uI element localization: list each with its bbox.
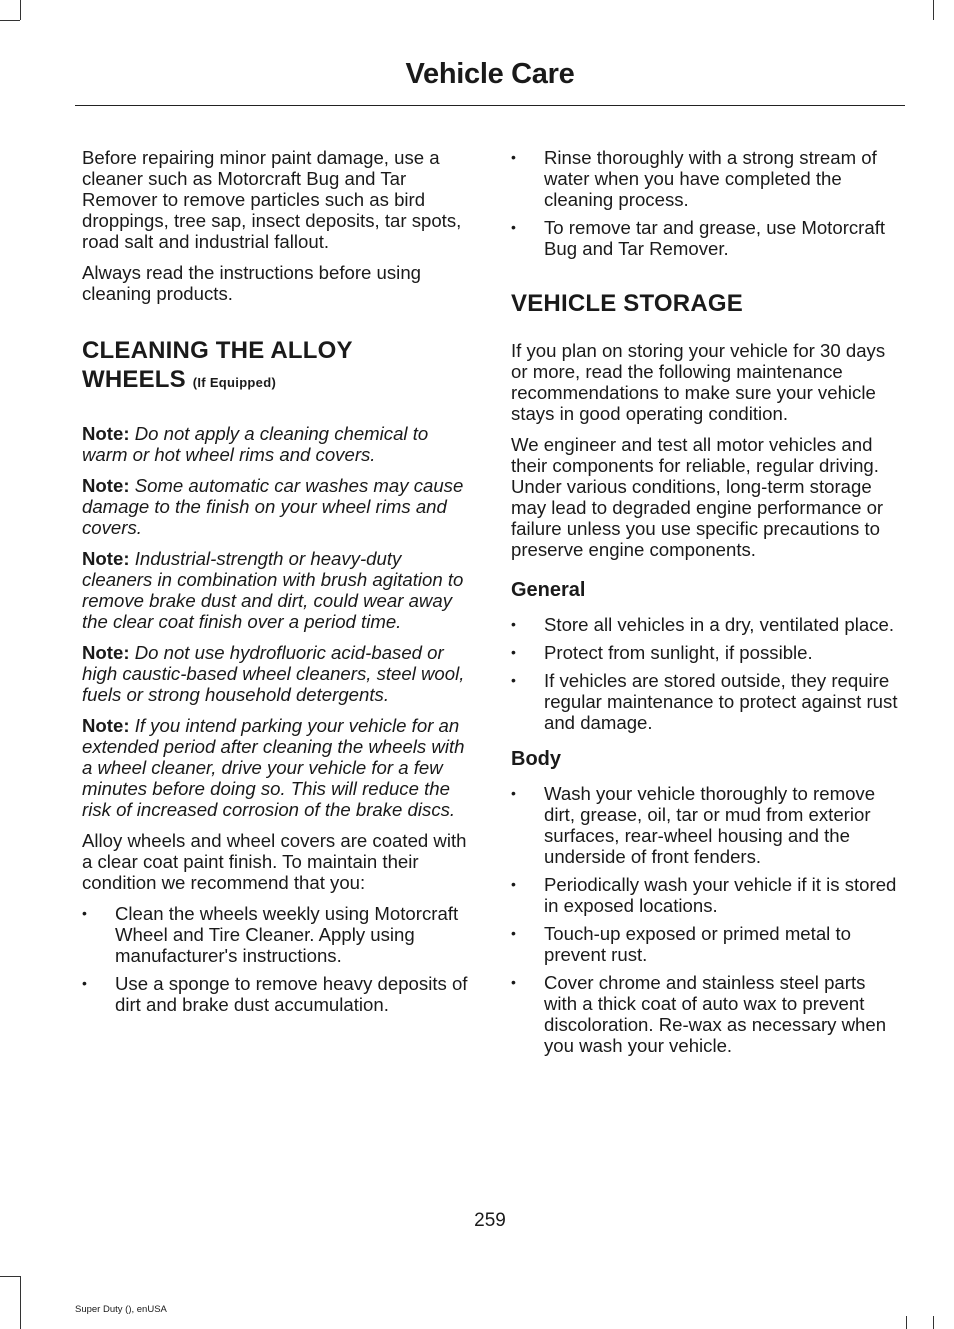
intro-paragraph: Always read the instructions before using cleaning products. <box>82 262 421 304</box>
bullet-icon: • <box>511 219 516 235</box>
footer-text: Super Duty (), enUSA <box>75 1304 167 1315</box>
bullet-icon: • <box>511 974 516 990</box>
body-paragraph: If you plan on storing your vehicle for 30 days or more, read the following maintenance recommendations to make sure your vehicle stays in good operating condition. <box>511 340 886 424</box>
body-paragraph: Alloy wheels and wheel covers are coated with a clear coat paint finish. To maintain their condition we recommend that you: <box>82 830 467 893</box>
bullet-icon: • <box>511 672 516 688</box>
bullet-icon: • <box>82 975 87 991</box>
page-title: Vehicle Care <box>405 58 575 90</box>
note-text: Industrial-strength or heavy-duty cleaners in combination with brush agitation to remove brake dust and dirt, could wear away the clear coat finish over a period time. <box>82 548 464 632</box>
list-item-text: Protect from sunlight, if possible. <box>544 642 813 663</box>
crop-mark <box>0 1276 20 1277</box>
list-item-text: Rinse thoroughly with a strong stream of water when you have completed the cleaning process. <box>544 147 877 210</box>
list-item <box>511 923 903 965</box>
list-item <box>82 903 472 966</box>
crop-mark <box>20 1276 21 1329</box>
section-heading-vehicle-storage: VEHICLE STORAGE <box>511 290 743 317</box>
bullet-list <box>511 783 903 1056</box>
bullet-icon: • <box>511 876 516 892</box>
subheading-general: General <box>511 579 586 601</box>
note <box>82 548 472 632</box>
crop-mark <box>933 0 934 20</box>
bullet-icon: • <box>511 616 516 632</box>
right-column <box>511 147 903 1063</box>
list-item-text: Wash your vehicle thoroughly to remove dirt, grease, oil, tar or mud from exterior surfaces, rear-wheel housing and the underside of front fenders. <box>544 783 876 867</box>
bullet-list <box>511 614 903 733</box>
subheading-body: Body <box>511 748 561 770</box>
note-label: Note: <box>82 475 130 496</box>
bullet-icon: • <box>82 905 87 921</box>
list-item-text: Store all vehicles in a dry, ventilated place. <box>544 614 895 635</box>
left-column <box>82 147 472 1022</box>
bullet-list <box>511 147 903 259</box>
note-label: Note: <box>82 642 130 663</box>
list-item <box>511 670 903 733</box>
list-item <box>511 614 903 635</box>
bullet-list <box>82 903 472 1015</box>
crop-mark <box>0 20 20 21</box>
list-item-text: Use a sponge to remove heavy deposits of dirt and brake dust accumulation. <box>115 973 468 1015</box>
note-label: Note: <box>82 423 130 444</box>
bullet-icon: • <box>511 149 516 165</box>
bullet-icon: • <box>511 785 516 801</box>
bullet-icon: • <box>511 925 516 941</box>
list-item <box>511 972 903 1056</box>
list-item-text: Cover chrome and stainless steel parts with a thick coat of auto wax to prevent discoloration. Re-wax as necessary when you wash your vehicle. <box>544 972 887 1056</box>
list-item <box>511 783 903 867</box>
note-text: If you intend parking your vehicle for an extended period after cleaning the wheels with a wheel cleaner, drive your vehicle for a few minutes before doing so. This will reduce the risk of increased corrosion of the brake discs. <box>82 715 465 820</box>
intro-paragraph: Before repairing minor paint damage, use a cleaner such as Motorcraft Bug and Tar Remover to remove particles such as bird droppings, tree sap, insect deposits, tar spots, road salt and industrial fallout. <box>82 147 462 252</box>
list-item-text: Touch-up exposed or primed metal to prevent rust. <box>544 923 851 965</box>
list-item <box>511 642 903 663</box>
note-label: Note: <box>82 715 130 736</box>
title-divider <box>75 105 905 106</box>
list-item <box>511 217 903 259</box>
list-item <box>82 973 472 1015</box>
list-item-text: Periodically wash your vehicle if it is stored in exposed locations. <box>544 874 897 916</box>
page-number: 259 <box>474 1210 506 1231</box>
note <box>82 475 472 538</box>
crop-mark <box>20 0 21 20</box>
note-label: Note: <box>82 548 130 569</box>
list-item <box>511 147 903 210</box>
list-item-text: To remove tar and grease, use Motorcraft Bug and Tar Remover. <box>544 217 886 259</box>
list-item-text: If vehicles are stored outside, they require regular maintenance to protect against rust and damage. <box>544 670 898 733</box>
heading-line: WHEELS <box>82 366 186 393</box>
note-text: Do not apply a cleaning chemical to warm or hot wheel rims and covers. <box>82 423 429 465</box>
note <box>82 715 472 820</box>
note-text: Do not use hydrofluoric acid-based or high caustic-based wheel cleaners, steel wool, fuels or strong household detergents. <box>82 642 465 705</box>
crop-mark <box>933 1316 934 1329</box>
bullet-icon: • <box>511 644 516 660</box>
list-item <box>511 874 903 916</box>
note-text: Some automatic car washes may cause damage to the finish on your wheel rims and covers. <box>82 475 464 538</box>
heading-line: CLEANING THE ALLOY <box>82 337 353 364</box>
note <box>82 423 472 465</box>
section-heading-alloy-wheels <box>82 336 472 397</box>
if-equipped-label: (If Equipped) <box>192 375 277 390</box>
note <box>82 642 472 705</box>
body-paragraph: We engineer and test all motor vehicles and their components for reliable, regular driving. Under various conditions, long-term storage may lead to degraded engine performance or failure unless you use specific precautions to preserve engine components. <box>511 434 884 560</box>
list-item-text: Clean the wheels weekly using Motorcraft Wheel and Tire Cleaner. Apply using manufacturer's instructions. <box>115 903 459 966</box>
crop-mark <box>906 1316 907 1329</box>
